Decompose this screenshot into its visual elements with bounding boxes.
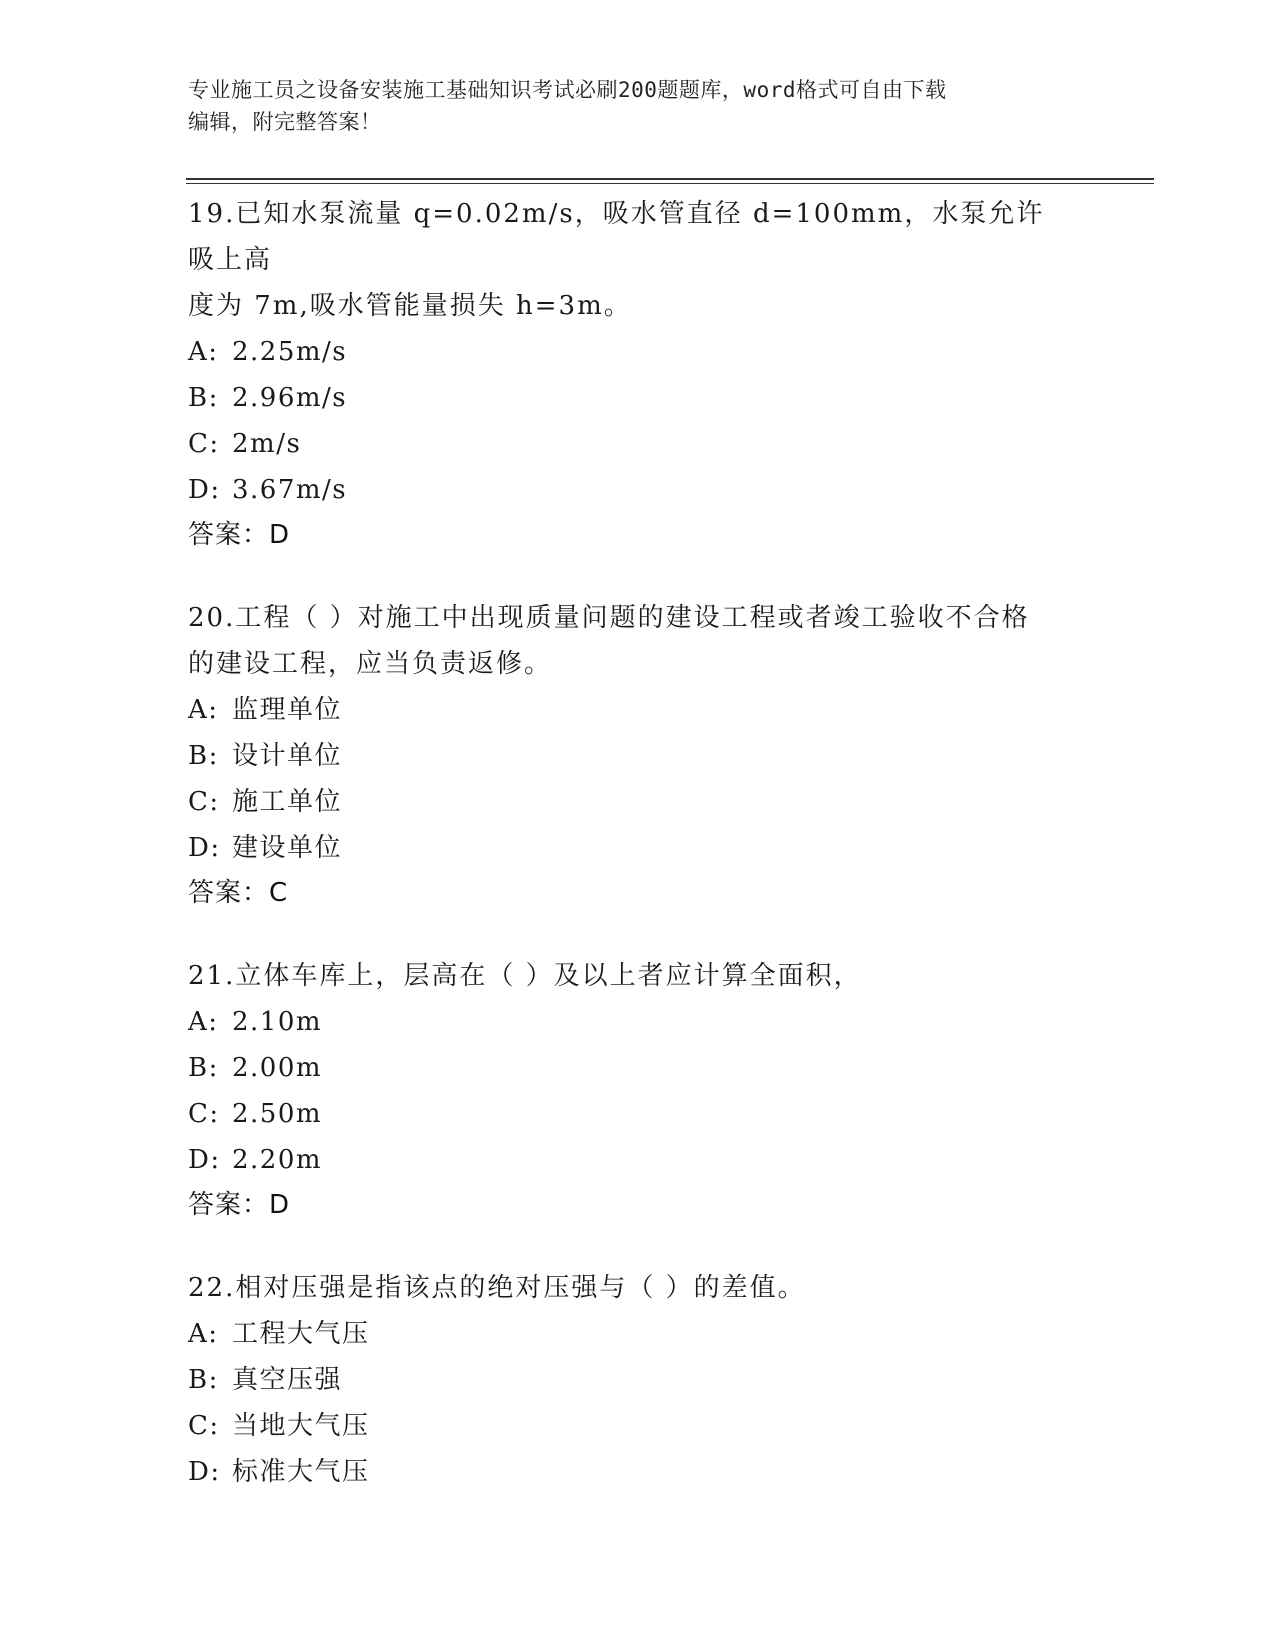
option-text: 设计单位 xyxy=(232,741,343,771)
option-a xyxy=(188,999,1068,1045)
answer-line: 答案：D xyxy=(188,520,291,550)
question-stem-line: 20.工程（ ）对施工中出现质量问题的建设工程或者竣工验收不合格 xyxy=(188,603,1030,633)
option-c xyxy=(188,1403,1068,1449)
option-a xyxy=(188,1311,1068,1357)
question-stem-line: 22.相对压强是指该点的绝对压强与（ ）的差值。 xyxy=(188,1273,806,1303)
option-label: D: xyxy=(188,1145,221,1175)
option-a xyxy=(188,329,1068,375)
option-label: B: xyxy=(188,741,219,771)
option-b xyxy=(188,1357,1068,1403)
option-label: D: xyxy=(188,475,221,505)
option-text: 2.20m xyxy=(232,1145,323,1175)
option-label: A: xyxy=(188,695,219,725)
option-label: D: xyxy=(188,1457,221,1487)
option-text: 施工单位 xyxy=(232,787,343,817)
option-text: 工程大气压 xyxy=(232,1319,370,1349)
question-list xyxy=(188,191,1068,1533)
option-d xyxy=(188,825,1068,871)
option-c xyxy=(188,1091,1068,1137)
option-text: 建设单位 xyxy=(232,833,343,863)
option-label: C: xyxy=(188,1411,220,1441)
option-c xyxy=(188,779,1068,825)
question-19 xyxy=(188,191,1068,557)
option-c xyxy=(188,421,1068,467)
option-label: B: xyxy=(188,1365,219,1395)
answer-line: 答案：C xyxy=(188,878,289,908)
option-b xyxy=(188,733,1068,779)
header-divider-thick xyxy=(186,178,1154,180)
option-label: B: xyxy=(188,1053,219,1083)
option-b xyxy=(188,375,1068,421)
option-label: A: xyxy=(188,1319,219,1349)
option-d xyxy=(188,1137,1068,1183)
option-text: 2m/s xyxy=(232,429,302,459)
option-text: 2.00m xyxy=(232,1053,323,1083)
question-stem-line: 21.立体车库上，层高在（ ）及以上者应计算全面积， xyxy=(188,961,862,991)
option-text: 监理单位 xyxy=(232,695,343,725)
answer-line: 答案：D xyxy=(188,1190,291,1220)
option-text: 真空压强 xyxy=(232,1365,343,1395)
option-label: D: xyxy=(188,833,221,863)
option-text: 当地大气压 xyxy=(232,1411,370,1441)
question-stem-line: 19.已知水泵流量 q=0.02m/s，吸水管直径 d=100mm，水泵允许吸上高 xyxy=(188,199,1045,275)
question-stem-line: 度为 7m,吸水管能量损失 h=3m。 xyxy=(188,291,632,321)
option-b xyxy=(188,1045,1068,1091)
option-text: 2.50m xyxy=(232,1099,323,1129)
option-text: 2.96m/s xyxy=(232,383,348,413)
question-stem-line: 的建设工程，应当负责返修。 xyxy=(188,649,553,679)
option-d xyxy=(188,1449,1068,1495)
option-text: 标准大气压 xyxy=(232,1457,370,1487)
header-divider-thin xyxy=(186,183,1154,184)
document-header xyxy=(188,74,1068,138)
option-text: 2.25m/s xyxy=(232,337,348,367)
option-a xyxy=(188,687,1068,733)
question-22 xyxy=(188,1265,1068,1495)
option-label: B: xyxy=(188,383,219,413)
option-label: C: xyxy=(188,1099,220,1129)
header-line-2: 编辑，附完整答案！ xyxy=(188,110,382,134)
question-20 xyxy=(188,595,1068,915)
option-label: C: xyxy=(188,429,220,459)
option-label: A: xyxy=(188,1007,219,1037)
option-label: C: xyxy=(188,787,220,817)
header-line-1: 专业施工员之设备安装施工基础知识考试必刷200题题库，word格式可自由下载 xyxy=(188,78,947,102)
option-text: 2.10m xyxy=(232,1007,323,1037)
option-text: 3.67m/s xyxy=(232,475,348,505)
option-label: A: xyxy=(188,337,219,367)
option-d xyxy=(188,467,1068,513)
question-21 xyxy=(188,953,1068,1227)
